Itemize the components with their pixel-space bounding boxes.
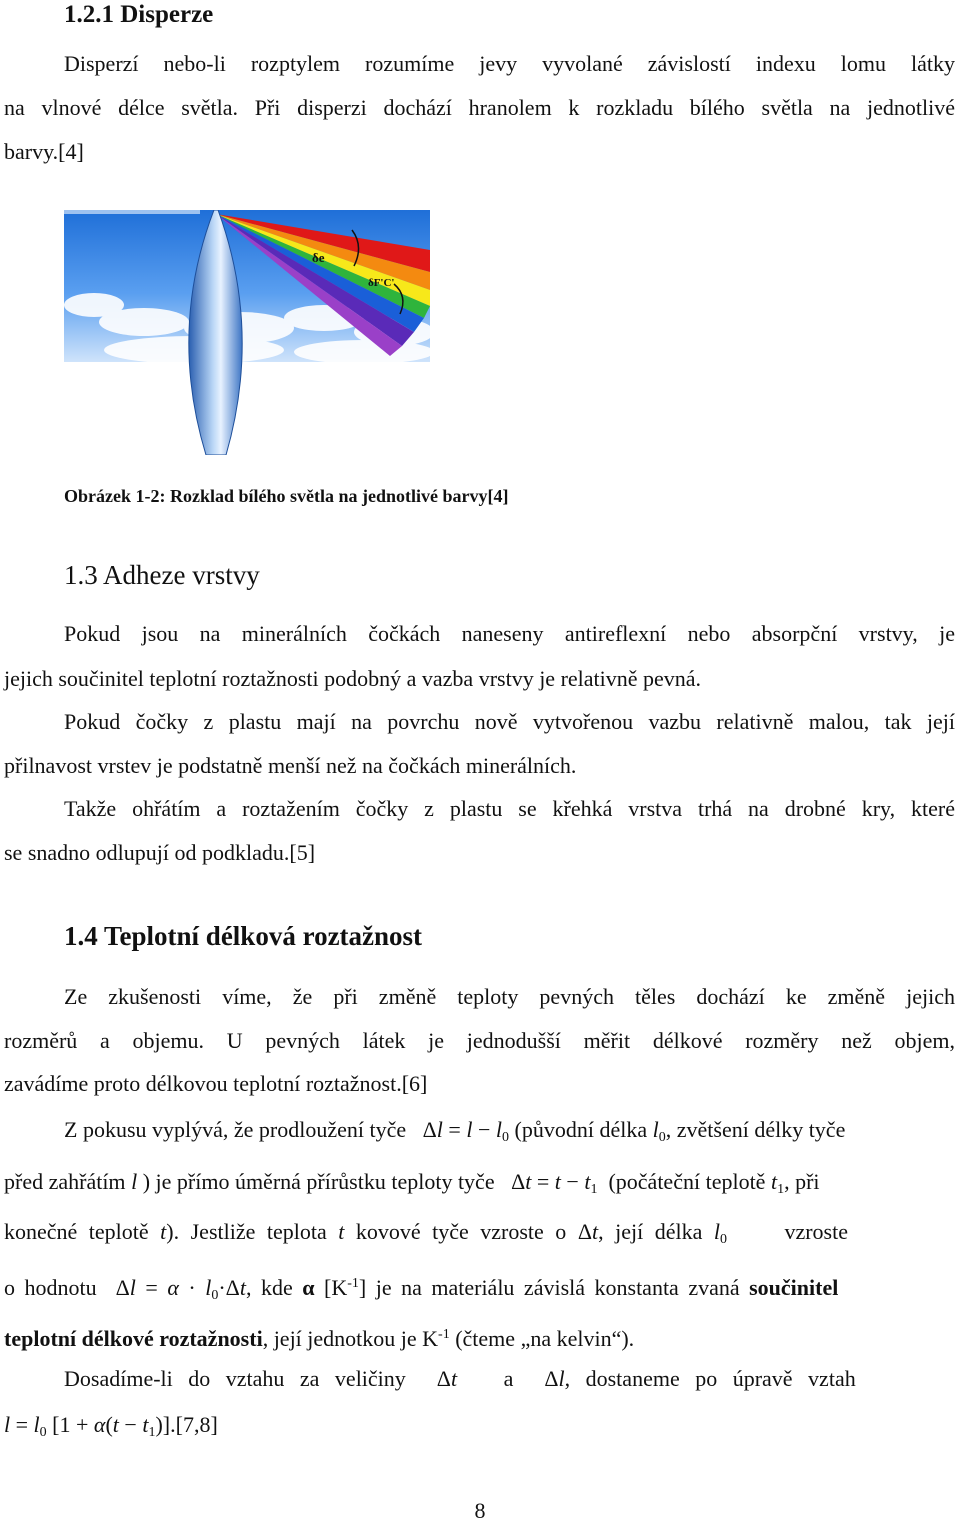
figure-caption: Obrázek 1-2: Rozklad bílého světla na jednotlivé barvy[4] — [64, 486, 509, 506]
lens-dispersion-illustration — [64, 210, 430, 455]
section-heading-1-2-1: 1.2.1 Disperze — [64, 1, 214, 28]
paragraph-line: Dosadíme-li do vztahu za veličiny Δt a Δl, dostaneme po úpravě vztah — [64, 1366, 856, 1391]
paragraph-line: Z pokusu vyplývá, že prodloužení tyče $\Delta l = l - l_0$ (původní délka $l_0$, zvětšení délky tyče — [64, 1117, 846, 1145]
section-heading-1-4: 1.4 Teplotní délková roztažnost — [64, 921, 423, 951]
page-number: 8 — [474, 1498, 486, 1523]
paragraph-line: Pokud čočky z plastu mají na povrchu nově vytvořenou vazbu relativně malou, tak její — [64, 709, 955, 734]
paragraph-line: na vlnové délce světla. Při disperzi dochází hranolem k rozkladu bílého světla na jednotlivé — [4, 95, 955, 120]
equation-line: $l = l_0$ $[1 + \alpha(t - t_1)].[7,8]$ — [4, 1412, 218, 1440]
paragraph-line: rozměrů a objemu. U pevných látek je jednodušší měřit délkové rozměry než objem, — [4, 1028, 955, 1053]
delta-e-label: δe — [312, 250, 325, 265]
section-heading-1-3: 1.3 Adheze vrstvy — [64, 560, 260, 590]
paragraph-line: Takže ohřátím a roztažením čočky z plastu se křehká vrstva trhá na drobné kry, které — [64, 796, 955, 821]
delta-fc-label: δF'C' — [368, 277, 395, 289]
paragraph-line: Ze zkušenosti víme, že při změně teploty pevných těles dochází ke změně jejich — [64, 984, 955, 1009]
paragraph-line: konečné teplotě t). Jestliže teplota t kovové tyče vzroste o Δt, její délka $l_0$ vzroste — [4, 1219, 848, 1247]
paragraph-line: o hodnotu $\Delta l = \alpha \cdot l_0\cdot\Delta t$, kde α $[K^{-1}]$ je na materiálu závislá konstanta zvaná součinitel — [4, 1275, 839, 1303]
paragraph-line: Disperzí nebo-li rozptylem rozumíme jevy vyvolané závislostí indexu lomu látky — [64, 51, 955, 76]
paragraph-line: Pokud jsou na minerálních čočkách naneseny antireflexní nebo absorpční vrstvy, je — [64, 621, 955, 646]
dispersion-figure — [64, 210, 430, 455]
paragraph-line: teplotní délkové roztažnosti, její jednotkou je $K^{-1}$ (čteme „na kelvin“). — [4, 1326, 635, 1351]
paragraph-line: jejich součinitel teplotní roztažnosti podobný a vazba vrstvy je relativně pevná. — [4, 666, 702, 691]
paragraph-line: barvy.[4] — [4, 139, 84, 164]
paragraph-line: přilnavost vrstev je podstatně menší než na čočkách minerálních. — [4, 753, 577, 778]
paragraph-line: zavádíme proto délkovou teplotní roztažnost.[6] — [4, 1071, 428, 1096]
paragraph-line: před zahřátím l ) je přímo úměrná přírůstku teploty tyče $\Delta t = t - t_1$ (počáteční teplotě $t_1$, při — [4, 1169, 820, 1197]
paragraph-line: se snadno odlupují od podkladu.[5] — [4, 840, 316, 865]
